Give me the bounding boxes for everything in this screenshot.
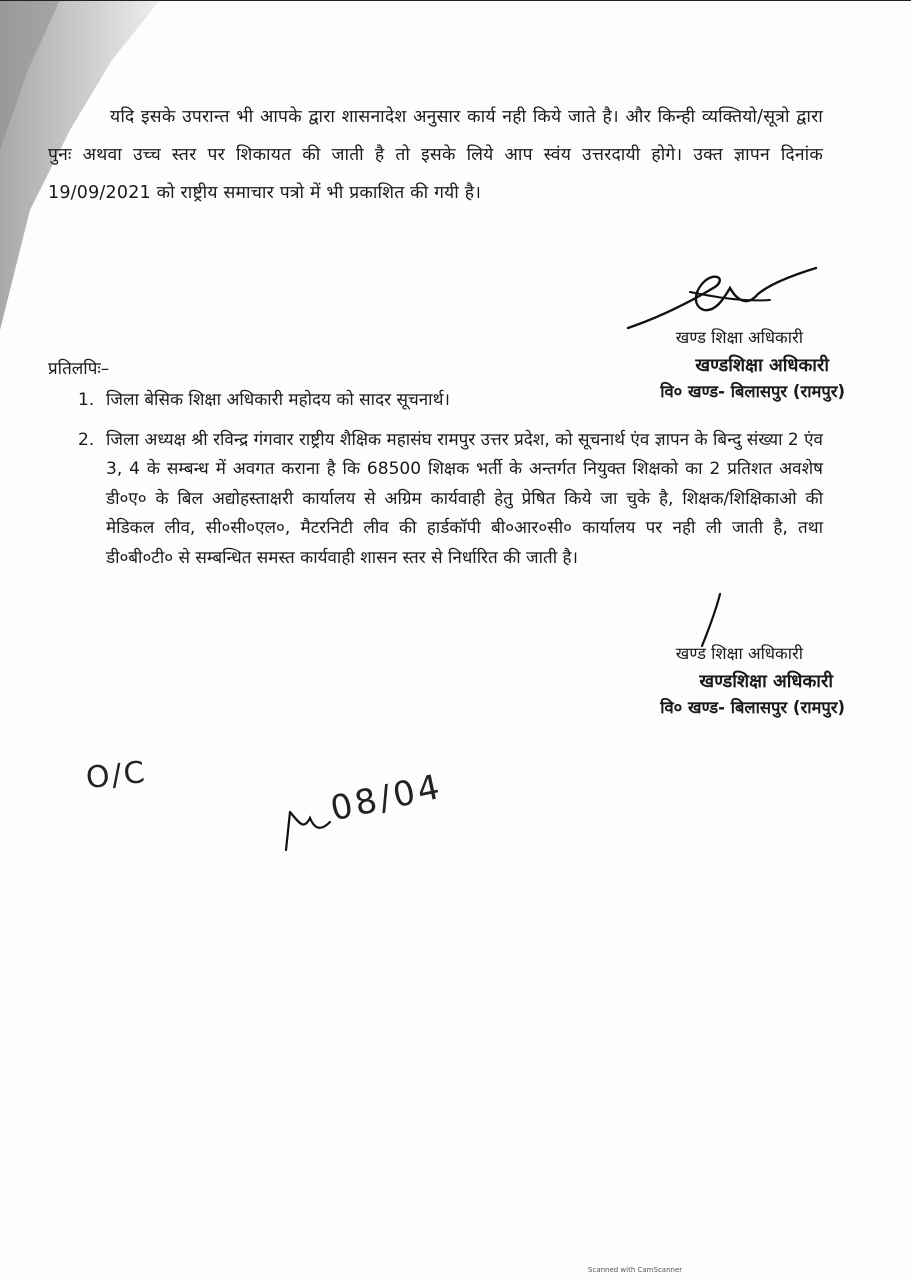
handwritten-note-oc: O/C (84, 754, 149, 797)
signature-1-stamp-title: खण्डशिक्षा अधिकारी (695, 355, 829, 376)
letter-paragraph: यदि इसके उपरान्त भी आपके द्वारा शासनादेश अनुसार कार्य नही किये जाते है। और किन्ही व्यक्तियो/सूत्रो द्वारा पुनः अथवा उच्च स्तर पर शिकायत की जाती है तो इसके लिये आप स्वंय उत्तरदायी होगे। उक्त ज्ञापन दिनांक 19/09/2021 को राष्ट्रीय समाचार पत्रो में भी प्रकाशित की गयी है। (48, 107, 823, 203)
signature-1-office: वि० खण्ड- बिलासपुर (रामपुर) (660, 382, 845, 401)
copy-to-item (78, 426, 823, 574)
signature-2-office: वि० खण्ड- बिलासपुर (रामपुर) (660, 698, 845, 717)
signature-2-title: खण्ड शिक्षा अधिकारी (675, 644, 803, 663)
copy-to-heading: प्रतिलपिः– (48, 359, 110, 379)
copy-to-item (78, 386, 606, 416)
signature-block-2 (560, 642, 845, 720)
handwritten-date: 08/04 (327, 766, 446, 830)
signature-2-stamp-title: खण्डशिक्षा अधिकारी (699, 671, 833, 692)
copy-to-item-number: 2. (78, 429, 95, 450)
copy-to-item-text: जिला अध्यक्ष श्री रविन्द्र गंगवार राष्ट्रीय शैक्षिक महासंघ रामपुर उत्तर प्रदेश, को सूचनार्थ एंव ज्ञापन के बिन्दु संख्या 2 एंव 3, 4 के सम्बन्ध में अवगत कराना है कि 68500 शिक्षक भर्ती के अन्तर्गत नियुक्त शिक्षको का 2 प्रतिशत अवशेष डी०ए० के बिल अद्योहस्ताक्षरी कार्यालय से अग्रिम कार्यवाही हेतु प्रेषित किये जा चुके है, शिक्षक/शिक्षिकाओ की मेडिकल लीव, सी०सी०एल०, मैटरनिटी लीव की हार्डकॉपी बी०आर०सी० कार्यालय पर नही ली जाती है, तथा डी०बी०टी० से सम्बन्धित समस्त कार्यवाही शासन स्तर से निर्धारित की जाती है। (106, 429, 823, 568)
copy-to-list (78, 386, 823, 573)
signature-2-scribble (690, 590, 730, 650)
copy-to-item-number: 1. (78, 390, 95, 410)
copy-to-item-text: जिला बेसिक शिक्षा अधिकारी महोदय को सादर सूचनार्थ। (106, 390, 450, 410)
signature-1-title: खण्ड शिक्षा अधिकारी (675, 328, 803, 347)
scanner-watermark: Scanned with CamScanner (588, 1266, 683, 1274)
